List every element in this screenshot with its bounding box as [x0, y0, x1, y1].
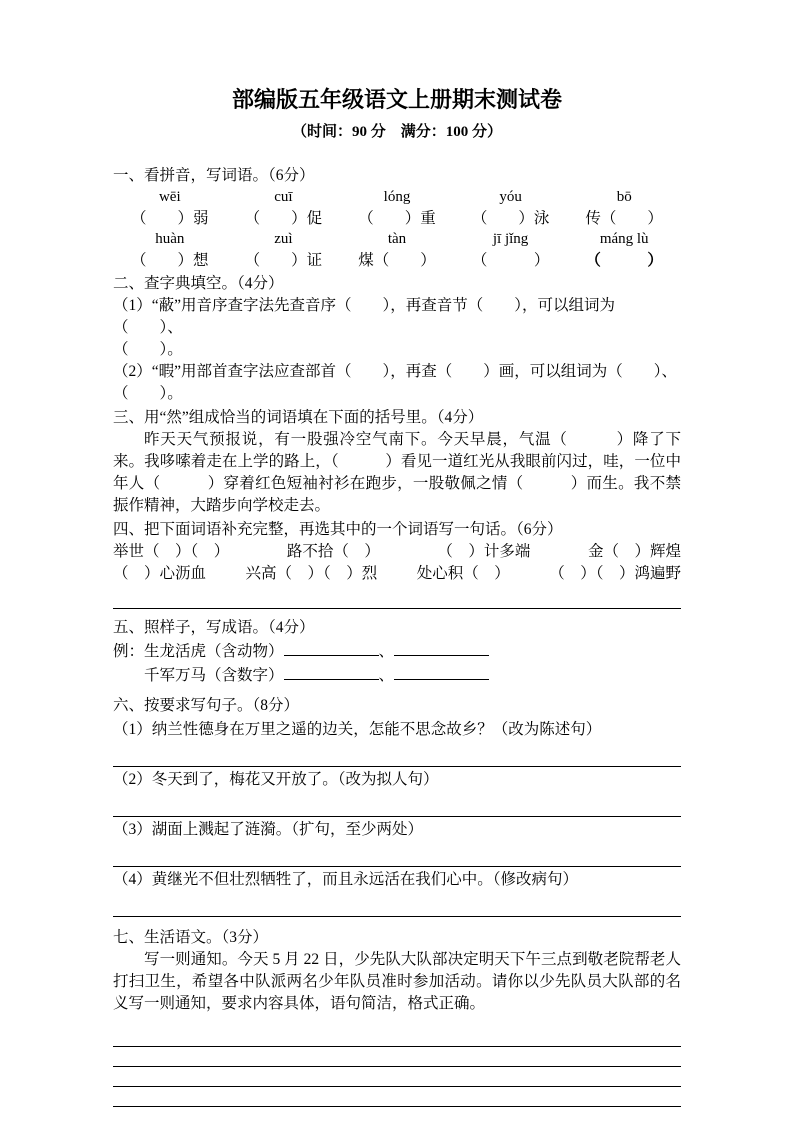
question-2-2-continued: （ ）。 [113, 385, 183, 402]
separator: 、 [378, 643, 395, 660]
word-blank: （ ）促 [244, 210, 323, 227]
section-6-sentences [113, 695, 681, 917]
word-blank: 传（ ） [585, 210, 663, 227]
word-blank: （ ）想 [131, 252, 209, 269]
section-2-heading: 二、查字典填空。（4分） [113, 275, 284, 292]
word-blank: 煤（ ） [358, 252, 436, 269]
writing-line-1 [113, 1027, 681, 1047]
writing-line-2 [113, 1047, 681, 1067]
section-6-heading: 六、按要求写句子。（8分） [113, 697, 300, 714]
separator: 、 [378, 667, 395, 684]
idiom-blank: 路不拾（ ） [286, 543, 380, 560]
section-4-heading: 四、把下面词语补充完整，再选其中的一个词语写一句话。（6分） [113, 521, 563, 538]
section-1-heading: 一、看拼音，写词语。（6分） [113, 167, 315, 184]
example-text-number: 千军万马（含数字） [144, 667, 284, 684]
answer-blank [284, 642, 379, 656]
answer-blank [394, 666, 489, 680]
word-blank: （ ）泳 [471, 210, 550, 227]
example-label: 例： [113, 643, 145, 660]
pinyin-row-1 [113, 187, 681, 208]
idiom-row-1 [113, 541, 681, 563]
example-text-animal: 生龙活虎（含动物） [144, 643, 284, 660]
pinyin-item: huàn [155, 231, 185, 247]
question-6-3: （3）湖面上溅起了涟漪。（扩句，至少两处） [113, 821, 424, 838]
pinyin-item: lóng [383, 189, 411, 205]
section-2-dictionary [113, 273, 681, 405]
answer-line-6-2 [113, 791, 681, 817]
writing-line-4 [113, 1087, 681, 1107]
exam-meta: （时间：90 分 满分：100 分） [291, 124, 502, 140]
answer-line-6-1 [113, 741, 681, 767]
question-6-4: （4）黄继光不但壮烈牺牲了，而且永远活在我们心中。（修改病句） [113, 871, 579, 888]
pinyin-item: tàn [387, 231, 407, 247]
pinyin-item: máng lù [599, 231, 649, 247]
writing-line-3 [113, 1067, 681, 1087]
idiom-row-2 [113, 563, 681, 585]
notice-writing-area [113, 1027, 681, 1107]
question-2-1-continued: （ ）。 [113, 341, 183, 358]
idiom-blank: 处心积（ ） [416, 565, 510, 582]
pinyin-item: bō [616, 189, 632, 205]
idiom-blank: （ ）计多端 [437, 543, 531, 560]
pinyin-item: yóu [499, 189, 522, 205]
question-2-2: （2）“暇”用部首查字法应查部首（ ），再查（ ）画，可以组词为（ ）、 [113, 363, 678, 380]
section-5-chengyu [113, 617, 681, 687]
section-3-heading: 三、用“然”组成恰当的词语填在下面的括号里。（4分） [113, 409, 484, 426]
answer-line-6-4 [113, 891, 681, 917]
word-blank: （ ） [471, 252, 550, 269]
pinyin-item: jī jǐng [492, 231, 529, 247]
pinyin-item: zuì [274, 231, 293, 247]
answer-line-6-3 [113, 841, 681, 867]
section-3-ran-words [113, 407, 681, 517]
sentence-answer-line [113, 585, 681, 609]
question-6-2: （2）冬天到了，梅花又开放了。（改为拟人句） [113, 771, 439, 788]
idiom-blank: 举世（ ）（ ） [113, 543, 230, 560]
idiom-blank: 兴高（ ）（ ）烈 [245, 565, 378, 582]
idiom-blank: （ ）心沥血 [113, 565, 207, 582]
pinyin-row-2 [113, 229, 681, 250]
section-4-idioms [113, 519, 681, 609]
idiom-blank: （ ）（ ）鸿遍野 [549, 565, 681, 582]
notice-instructions: 写一则通知。今天 5 月 22 日，少先队大队部决定明天下午三点到敬老院帮老人打扫卫生，希望各中队派两名少年队员准时参加活动。请你以少先队员大队部的名义写一则通知，要求内容具体，语句简洁，格式正确。 [113, 951, 681, 1012]
word-blank: （ ）重 [358, 210, 436, 227]
answer-blank [284, 666, 379, 680]
word-blank: （ ） [585, 252, 663, 269]
word-blank: （ ）证 [244, 252, 323, 269]
chengyu-example-1 [113, 641, 681, 663]
question-2-1: （1）“蔽”用音序查字法先查音序（ ），再查音节（ ），可以组词为（ ）、 [113, 297, 616, 336]
section-5-heading: 五、照样子，写成语。（4分） [113, 619, 315, 636]
pinyin-item: cuī [274, 189, 293, 205]
word-blank: （ ）弱 [131, 210, 209, 227]
pinyin-item: wēi [158, 189, 181, 205]
section-1-pinyin [113, 165, 681, 271]
section-7-notice [113, 927, 681, 1107]
section-7-heading: 七、生活语文。（3分） [113, 929, 269, 946]
idiom-blank: 金（ ）辉煌 [587, 543, 681, 560]
word-row-1 [113, 208, 681, 229]
question-6-1: （1）纳兰性德身在万里之遥的边关，怎能不思念故乡？（改为陈述句） [113, 721, 602, 738]
chengyu-example-2 [113, 665, 681, 687]
cloze-paragraph: 昨天天气预报说，有一股强冷空气南下。今天早晨，气温（ ）降了下来。我哆嗦着走在上学的路上，（ ）看见一道红光从我眼前闪过，哇，一位中年人（ ）穿着红色短袖衬衫在跑步，一股敬佩之情（ ）而生。我不禁振作精神，大踏步向学校走去。 [113, 431, 681, 514]
word-row-2 [113, 250, 681, 271]
answer-blank [394, 642, 489, 656]
page-title: 部编版五年级语文上册期末测试卷 [231, 87, 562, 112]
